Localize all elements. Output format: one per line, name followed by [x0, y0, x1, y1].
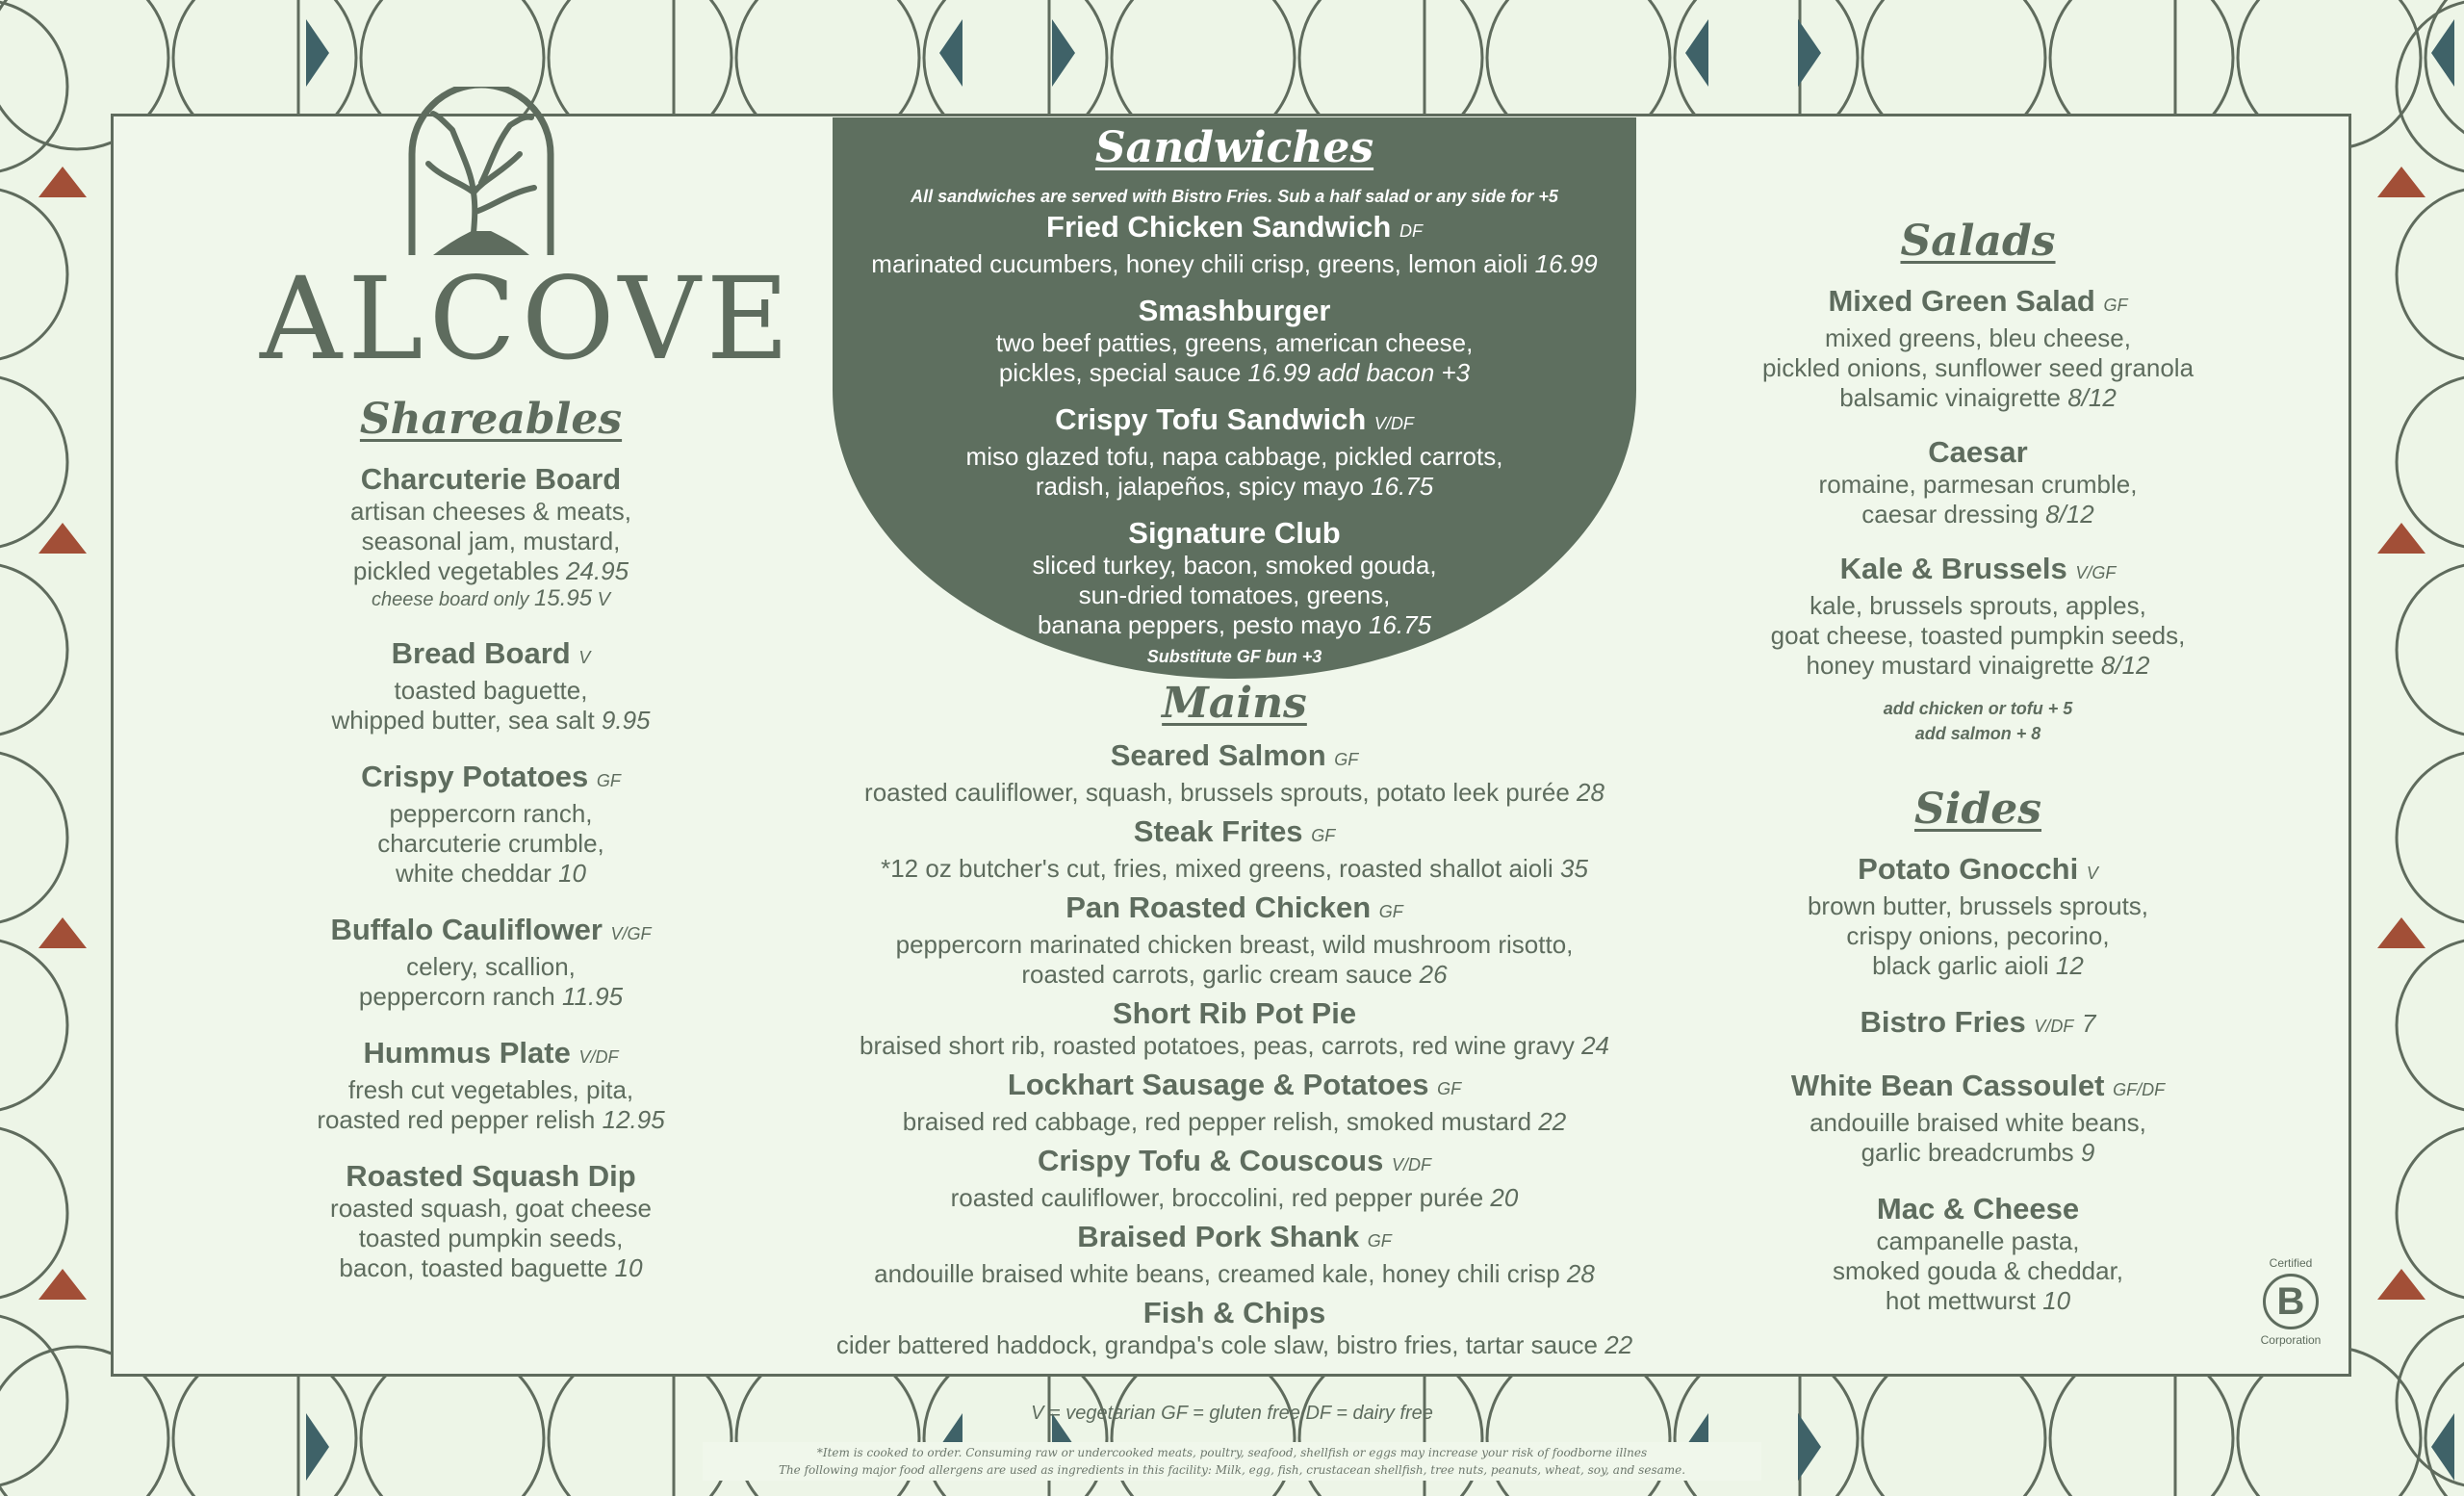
menu-item [770, 813, 1699, 884]
menu-item [770, 1067, 1699, 1137]
menu-item [1694, 434, 2262, 529]
disclaimer-line: The following major food allergens are used as ingredients in this facility: Milk, egg, fish, crustacean shellfish, tree nuts, peanuts, wheat, soy, and sesame. [778, 1463, 1686, 1477]
item-name: Braised Pork Shank [1077, 1220, 1360, 1253]
sides-title: Sides [1913, 785, 2042, 834]
item-price: 22 [1538, 1107, 1567, 1136]
item-price: 16.99 [1534, 249, 1598, 278]
item-tag: V/DF [2034, 1017, 2074, 1036]
item-name: Smashburger [1138, 294, 1331, 327]
item-price: 8/12 [2100, 651, 2150, 680]
menu-item [770, 1219, 1699, 1289]
item-tag: V/GF [610, 924, 652, 943]
menu-item [144, 461, 837, 612]
sandwiches-section [833, 117, 1636, 669]
menu-item [1694, 551, 2262, 681]
bcorp-top: Certified [2269, 1256, 2313, 1270]
menu-item [1694, 851, 2262, 981]
item-desc: roasted squash, goat cheese toasted pumpkin seeds, bacon, toasted baguette [330, 1194, 652, 1282]
menu-item [144, 912, 837, 1012]
item-price: 7 [2082, 1009, 2096, 1038]
item-desc: brown butter, brussels sprouts, crispy onions, pecorino, black garlic aioli [1807, 891, 2149, 980]
item-desc: cider battered haddock, grandpa's cole slaw, bistro fries, tartar sauce [835, 1330, 1598, 1359]
item-price: 9.95 [601, 706, 651, 735]
sandwiches-title: Sandwiches [1094, 123, 1374, 172]
sides-section [1694, 785, 2262, 1316]
menu-item [144, 1158, 837, 1283]
item-price: 8/12 [2045, 500, 2094, 529]
menu-item [833, 293, 1636, 388]
item-price: 12.95 [602, 1105, 665, 1134]
sandwiches-subtitle: All sandwiches are served with Bistro Fries. Sub a half salad or any side for +5 [911, 187, 1558, 206]
item-desc: *12 oz butcher's cut, fries, mixed greens, roasted shallot aioli [881, 854, 1553, 883]
menu-item [770, 995, 1699, 1061]
mains-section [770, 679, 1699, 1360]
item-desc: artisan cheeses & meats, seasonal jam, mustard, pickled vegetables [350, 497, 631, 585]
item-desc: celery, scallion, peppercorn ranch [358, 952, 576, 1011]
item-price: 9 [2080, 1138, 2095, 1167]
disclaimer-line: *Item is cooked to order. Consuming raw or undercooked meats, poultry, seafood, shellfish or eggs may increase your risk of foodborne illnes [816, 1446, 1648, 1459]
sandwiches-footnote: Substitute GF bun +3 [1146, 647, 1322, 666]
item-name: Crispy Tofu Sandwich [1055, 402, 1367, 436]
menu-item [1694, 1004, 2262, 1045]
dietary-legend: V = vegetarian GF = gluten free DF = dairy free [1031, 1403, 1433, 1424]
menu-item [770, 1295, 1699, 1360]
item-desc: braised red cabbage, red pepper relish, smoked mustard [902, 1107, 1532, 1136]
item-desc: romaine, parmesan crumble, caesar dressing [1818, 470, 2138, 529]
item-note-price: 15.95 [534, 585, 593, 611]
item-price: 28 [1577, 778, 1604, 807]
item-tag: V [578, 648, 591, 667]
item-name: Steak Frites [1133, 814, 1303, 848]
item-tag: V/DF [1373, 414, 1414, 433]
menu-item [1694, 1191, 2262, 1316]
item-price: 10 [558, 859, 587, 888]
item-price: 16.99 add bacon +3 [1247, 358, 1471, 387]
item-name: Crispy Tofu & Couscous [1037, 1144, 1384, 1177]
item-name: Buffalo Cauliflower [330, 913, 603, 946]
item-desc: miso glazed tofu, napa cabbage, pickled carrots, radish, jalapeños, spicy mayo [965, 442, 1503, 501]
item-name: Potato Gnocchi [1858, 852, 2079, 886]
item-name: Pan Roasted Chicken [1065, 890, 1372, 924]
menu-item [144, 635, 837, 735]
item-tag: GF [1334, 750, 1359, 769]
item-name: Fried Chicken Sandwich [1046, 210, 1392, 244]
item-tag: V/DF [1392, 1155, 1432, 1174]
mains-title: Mains [1162, 679, 1307, 728]
item-desc: marinated cucumbers, honey chili crisp, greens, lemon aioli [871, 249, 1528, 278]
item-name: Mixed Green Salad [1828, 284, 2095, 318]
item-name: White Bean Cassoulet [1790, 1069, 2105, 1102]
item-desc: mixed greens, bleu cheese, pickled onions, sunflower seed granola balsamic vinaigrette [1761, 323, 2194, 412]
menu-item [770, 890, 1699, 990]
menu-item [770, 1143, 1699, 1213]
salads-title: Salads [1900, 217, 2056, 266]
item-desc: fresh cut vegetables, pita, roasted red pepper relish [317, 1075, 634, 1134]
item-name: Hummus Plate [363, 1036, 571, 1070]
item-price: 12 [2055, 951, 2084, 980]
item-name: Roasted Squash Dip [346, 1159, 636, 1193]
item-price: 10 [614, 1253, 643, 1282]
item-price: 26 [1419, 960, 1448, 989]
item-name: Seared Salmon [1110, 738, 1326, 772]
item-name: Short Rib Pot Pie [1112, 996, 1357, 1030]
item-price: 8/12 [2067, 383, 2117, 412]
item-name: Lockhart Sausage & Potatoes [1007, 1068, 1429, 1101]
item-tag: GF [2103, 296, 2128, 315]
item-tag: GF [1437, 1079, 1462, 1098]
menu-item [144, 1035, 837, 1135]
salad-addon: add chicken or tofu + 5 [1883, 699, 2073, 718]
item-tag: GF [1311, 826, 1336, 845]
item-desc: roasted cauliflower, broccolini, red pepper purée [950, 1183, 1484, 1212]
bcorp-b-icon: B [2263, 1274, 2319, 1329]
item-desc: braised short rib, roasted potatoes, peas, carrots, red wine gravy [860, 1031, 1575, 1060]
item-note: cheese board only [372, 589, 529, 610]
item-price: 24.95 [566, 556, 629, 585]
item-price: 16.75 [1368, 610, 1432, 639]
item-note-tag: V [597, 589, 610, 610]
menu-item [833, 515, 1636, 640]
item-tag: V/DF [578, 1047, 619, 1067]
item-price: 20 [1490, 1183, 1519, 1212]
item-desc: sliced turkey, bacon, smoked gouda, sun-dried tomatoes, greens, banana peppers, pesto mayo [1032, 551, 1437, 639]
item-name: Mac & Cheese [1876, 1192, 2080, 1225]
item-tag: V/GF [2075, 563, 2117, 582]
item-tag: DF [1399, 221, 1423, 241]
menu-item [1694, 283, 2262, 413]
item-name: Signature Club [1128, 516, 1341, 550]
menu-item [144, 759, 837, 889]
item-price: 24 [1581, 1031, 1609, 1060]
item-price: 35 [1559, 854, 1588, 883]
allergen-disclaimer [703, 1442, 1761, 1481]
item-desc: roasted cauliflower, squash, brussels sprouts, potato leek purée [864, 778, 1570, 807]
item-price: 11.95 [561, 982, 624, 1011]
bcorp-badge [2252, 1256, 2329, 1347]
item-name: Fish & Chips [1142, 1296, 1326, 1329]
item-desc: peppercorn marinated chicken breast, wild mushroom risotto, roasted carrots, garlic cream sauce [895, 930, 1574, 989]
item-desc: andouille braised white beans, creamed kale, honey chili crisp [874, 1259, 1560, 1288]
item-name: Bread Board [391, 636, 571, 670]
item-desc: toasted baguette, whipped butter, sea salt [331, 676, 595, 735]
tree-logo-icon [404, 87, 558, 255]
item-price: 10 [2042, 1286, 2071, 1315]
item-name: Caesar [1928, 435, 2028, 469]
menu-item [833, 401, 1636, 502]
salad-addon: add salmon + 8 [1914, 724, 2041, 743]
menu-item [833, 209, 1636, 279]
item-name: Kale & Brussels [1839, 552, 2067, 585]
item-name: Bistro Fries [1860, 1005, 2026, 1039]
item-tag: V [2086, 864, 2098, 883]
brand-wordmark: ALCOVE [260, 252, 795, 385]
item-price: 28 [1566, 1259, 1595, 1288]
item-desc: andouille braised white beans, garlic breadcrumbs [1810, 1108, 2146, 1167]
item-price: 22 [1604, 1330, 1633, 1359]
shareables-title: Shareables [359, 395, 623, 444]
salads-section [1694, 217, 2262, 746]
item-desc: campanelle pasta, smoked gouda & cheddar, hot mettwurst [1832, 1226, 2124, 1315]
item-desc: kale, brussels sprouts, apples, goat cheese, toasted pumpkin seeds, honey mustard vinaigrette [1770, 591, 2186, 680]
item-desc: two beef patties, greens, american cheese, pickles, special sauce [995, 328, 1474, 387]
shareables-section [144, 395, 837, 1283]
item-tag: GF [596, 771, 621, 790]
item-desc: peppercorn ranch, charcuterie crumble, white cheddar [377, 799, 604, 888]
item-name: Crispy Potatoes [361, 760, 589, 793]
item-name: Charcuterie Board [360, 462, 622, 496]
bcorp-bottom: Corporation [2260, 1333, 2322, 1347]
item-price: 16.75 [1371, 472, 1434, 501]
item-tag: GF [1367, 1231, 1392, 1251]
menu-item [1694, 1068, 2262, 1168]
item-tag: GF [1378, 902, 1403, 921]
item-tag: GF/DF [2113, 1080, 2166, 1099]
menu-item [770, 737, 1699, 808]
